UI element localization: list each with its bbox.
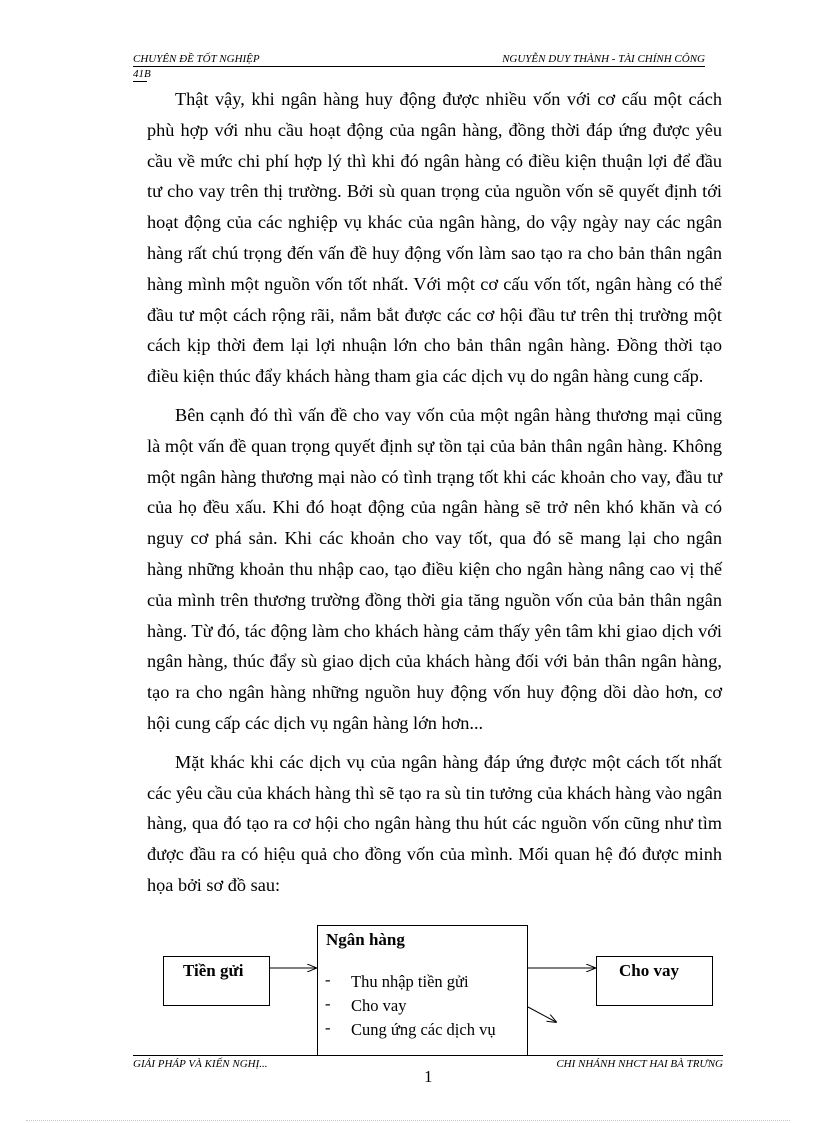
list-item-label: Thu nhập tiền gửi	[351, 972, 469, 991]
header-left-line2: 41B	[133, 68, 151, 80]
page-bottom-border	[26, 1120, 790, 1121]
header-left: CHUYÊN ĐỀ TỐT NGHIỆP	[133, 53, 260, 65]
header-right: NGUYỄN DUY THÀNH - TÀI CHÍNH CÔNG	[502, 53, 705, 65]
footer-left: GIẢI PHÁP VÀ KIẾN NGHỊ...	[133, 1058, 268, 1070]
paragraph: Mặt khác khi các dịch vụ của ngân hàng đáp ứng được một cách tốt nhất các yêu cầu của khách hàng thì sẽ tạo ra sù tin tưởng của khách hàng vào ngân hàng, qua đó tạo ra cơ hội cho ngân hàng thu hút các nguồn vốn cũng như tìm được đầu ra có hiệu quả cho đồng vốn của mình. Mối quan hệ đó được minh họa bởi sơ đồ sau:	[147, 751, 722, 895]
paragraph: Thật vậy, khi ngân hàng huy động được nhiều vốn với cơ cấu một cách phù hợp với nhu cầu hoạt động của ngân hàng, đồng thời đáp ứng được yêu cầu về mức chi phí hợp lý thì khi đó ngân hàng có điều kiện thuận lợi để đầu tư cho vay trên thị trường. Bởi sù quan trọng của nguồn vốn sẽ quyết định tới hoạt động của các nghiệp vụ khác của ngân hàng, do vậy ngày nay các ngân hàng rất chú trọng đến vấn đề huy động vốn làm sao tạo ra cho bản thân ngân hàng mình một nguồn vốn tốt nhất. Với một cơ cấu vốn tốt, ngân hàng có thể đầu tư một cách rộng rãi, nắm bắt được các cơ hội đầu tư trên thị trường một cách kịp thời đem lại lợi nhuận lớn cho bản thân ngân hàng. Đồng thời tạo điều kiện thúc đẩy khách hàng tham gia các dịch vụ do ngân hàng cung cấp.	[147, 89, 722, 387]
footer-rule	[133, 1055, 723, 1056]
deposit-box	[163, 956, 270, 1006]
arrow-bank-to-services	[528, 1007, 556, 1022]
page-header	[133, 52, 705, 82]
bullet-dash: -	[325, 1018, 331, 1037]
deposit-label: Tiền gửi	[183, 961, 244, 980]
bank-activity-list	[325, 970, 496, 1042]
loan-label: Cho vay	[619, 961, 679, 980]
footer-right: CHI NHÁNH NHCT HAI BÀ TRƯNG	[556, 1058, 723, 1070]
bank-box	[317, 925, 528, 1056]
list-item	[325, 1018, 496, 1042]
paragraph: Bên cạnh đó thì vấn đề cho vay vốn của một ngân hàng thương mại cũng là một vấn đề quan trọng quyết định sự tồn tại của bản thân ngân hàng. Không một ngân hàng thương mại nào có tình trạng tốt khi các khoản cho vay, đầu tư của họ đều xấu. Khi đó hoạt động của ngân hàng sẽ trở nên khó khăn và có nguy cơ phá sản. Khi các khoản cho vay tốt, qua đó sẽ mang lại cho ngân hàng những khoản thu nhập cao, tạo điều kiện cho ngân hàng nâng cao vị thế của mình trên thương trường đồng thời gia tăng nguồn vốn của bản thân ngân hàng. Từ đó, tác động làm cho khách hàng cảm thấy yên tâm khi giao dịch với ngân hàng, thúc đẩy sù giao dịch của khách hàng đối với bản thân ngân hàng, tạo ra cho ngân hàng những nguồn huy động vốn huy động dồi dào hơn, cơ hội cung cấp các dịch vụ ngân hàng lớn hơn...	[147, 404, 722, 733]
list-item-label: Cung ứng các dịch vụ	[351, 1020, 496, 1039]
list-item-label: Cho vay	[351, 996, 407, 1015]
page-number: 1	[424, 1067, 433, 1086]
bullet-dash: -	[325, 994, 331, 1013]
body-text	[147, 84, 722, 909]
bullet-dash: -	[325, 970, 331, 989]
header-rule	[133, 66, 705, 67]
list-item	[325, 994, 496, 1018]
loan-box	[596, 956, 713, 1006]
list-item	[325, 970, 496, 994]
bank-title: Ngân hàng	[326, 930, 405, 949]
